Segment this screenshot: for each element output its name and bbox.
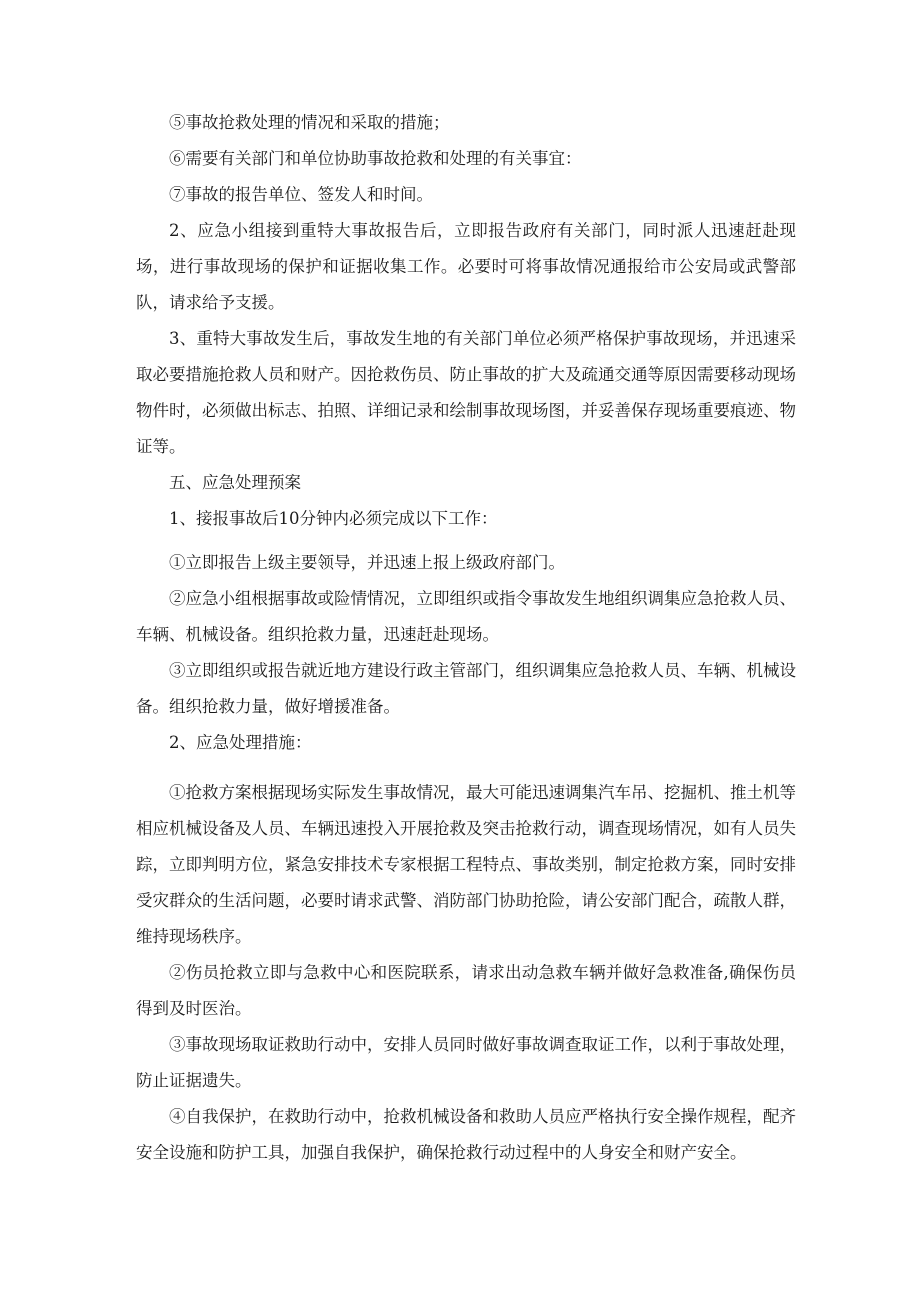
paragraph-measure-2: ②伤员抢救立即与急救中心和医院联系，请求出动急救车辆并做好急救准备,确保伤员得到及时医治。 xyxy=(136,963,796,1018)
paragraph-subsection-2: 2、应急处理措施： xyxy=(169,733,312,752)
paragraph-item-7: ⑦事故的报告单位、签发人和时间。 xyxy=(169,185,433,204)
paragraph-item-5: ⑤事故抢救处理的情况和采取的措施； xyxy=(169,113,450,132)
paragraph-section-2: 2、应急小组接到重特大事故报告后，立即报告政府有关部门，同时派人迅速赶赴现场，进行事故现场的保护和证据收集工作。必要时可将事故情况通报给市公安局或武警部队，请求给予支援。 xyxy=(136,221,796,312)
document-body xyxy=(136,105,796,1171)
paragraph-section-3: 3、重特大事故发生后，事故发生地的有关部门单位必须严格保护事故现场，并迅速采取必要措施抢救人员和财产。因抢救伤员、防止事故的扩大及疏通交通等原因需要移动现场物件时，必须做出标志、拍照、详细记录和绘制事故现场图，并妥善保存现场重要痕迹、物证等。 xyxy=(136,329,796,456)
paragraph-step-3: ③立即组织或报告就近地方建设行政主管部门，组织调集应急抢救人员、车辆、机械设备。组织抢救力量，做好增援准备。 xyxy=(136,661,796,716)
paragraph-item-6: ⑥需要有关部门和单位协助事故抢救和处理的有关事宜： xyxy=(169,149,582,168)
paragraph-subsection-1: 1、接报事故后10分钟内必须完成以下工作： xyxy=(169,509,498,528)
section-heading-five: 五、应急处理预案 xyxy=(169,473,301,492)
paragraph-measure-4: ④自我保护，在救助行动中，抢救机械设备和救助人员应严格执行安全操作规程，配齐安全设施和防护工具，加强自我保护，确保抢救行动过程中的人身安全和财产安全。 xyxy=(136,1107,796,1162)
paragraph-measure-1: ①抢救方案根据现场实际发生事故情况，最大可能迅速调集汽车吊、挖掘机、推土机等相应机械设备及人员、车辆迅速投入开展抢救及突击抢救行动，调查现场情况，如有人员失踪，立即判明方位，紧急安排技术专家根据工程特点、事故类别，制定抢救方案，同时安排受灾群众的生活问题，必要时请求武警、消防部门协助抢险，请公安部门配合，疏散人群，维持现场秩序。 xyxy=(136,783,796,946)
paragraph-measure-3: ③事故现场取证救助行动中，安排人员同时做好事故调查取证工作，以利于事故处理，防止证据遗失。 xyxy=(136,1035,796,1090)
paragraph-step-2: ②应急小组根据事故或险情情况，立即组织或指令事故发生地组织调集应急抢救人员、车辆、机械设备。组织抢救力量，迅速赶赴现场。 xyxy=(136,589,796,644)
paragraph-step-1: ①立即报告上级主要领导，并迅速上报上级政府部门。 xyxy=(169,553,565,572)
